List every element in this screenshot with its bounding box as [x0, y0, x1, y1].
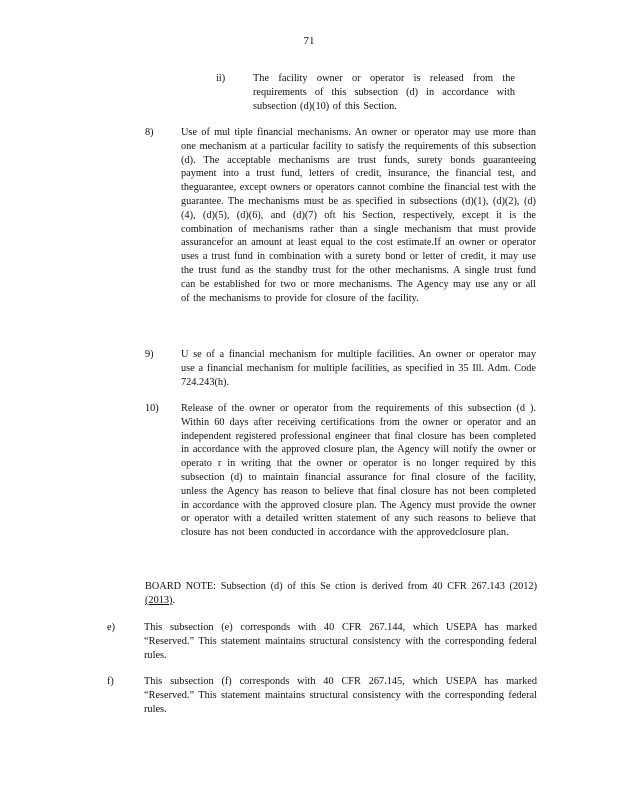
- subsection-9: [145, 348, 537, 389]
- board-note-end: .: [172, 594, 176, 606]
- subsection-ii-label: ii): [216, 73, 226, 84]
- board-note-text: BOARD NOTE: Subsection (d) of this Se ction is derived from 40 CFR 267.143 (2012): [145, 581, 537, 592]
- subsection-e-label: e): [107, 622, 115, 633]
- subsection-10-text: Release of the owner or operator from the requirements of this subsection (d ). Within 60 days after receiving certifications from the owner or operator and an independent registered professional engineer that final closure has been completed in accordance with the approved closure plan, the Agency will notify the owner or operato r in writing that the owner or operator is no longer required by this subsection (d) to maintain financial assurance for final closure of the facility, unless the Agency has reason to believe that final closure has not been completed in accordance with the approved closure plan. The Agency must provide the owner or operator with a detailed written statement of any such reasons to believe that closure has not been conducted in accordance with the approvedclosure plan.: [181, 403, 536, 539]
- board-note-inserted: (2013): [145, 594, 173, 606]
- subsection-10-label: 10): [145, 403, 159, 414]
- subsection-9-text: U se of a financial mechanism for multiple facilities. An owner or operator may use a financial mechanism for multiple facilities, as specified in 35 Ill. Adm. Code 724.243(h).: [181, 349, 536, 388]
- subsection-10: [145, 402, 537, 540]
- subsection-8-text: Use of mul tiple financial mechanisms. An owner or operator may use more than one mechanism at a particular facility to satisfy the requirements of this subsection (d). The acceptable mechanisms are trust funds, surety bonds guaranteeing payment into a trust fund, letters of credit, insurance, the financial test, and theguarantee, except owners or operators cannot combine the financial test with the guarantee. The mechanisms must be as specified in subsections (d)(1), (d)(2), (d)(4), (d)(5), (d)(6), and (d)(7) oft his Section, respectively, except it is the combination of mechanisms rather than a single mechanism that must provide assurancefor an amount at least equal to the cost estimate.If an owner or operator uses a trust fund in combination with a surety bond or letter of credit, it may use the trust fund as the standby trust for the other mechanisms. A single trust fund can be established for two or more mechanisms. The Agency may use any or all of the mechanisms to provide for closure of the facility.: [181, 127, 536, 304]
- subsection-ii-text: The facility owner or operator is released from the requirements of this subsection (d) in accordance with subsection (d)(10) of this Section.: [253, 73, 515, 112]
- subsection-f: [107, 675, 537, 716]
- board-note: [145, 580, 537, 608]
- subsection-8: [145, 126, 537, 305]
- subsection-f-text: This subsection (f) corresponds with 40 CFR 267.145, which USEPA has marked “Reserved.” This statement maintains structural consistency with the corresponding federal rules.: [144, 676, 537, 715]
- subsection-e-text: This subsection (e) corresponds with 40 CFR 267.144, which USEPA has marked “Reserved.” This statement maintains structural consistency with the corresponding federal rules.: [144, 622, 537, 661]
- subsection-8-label: 8): [145, 127, 154, 138]
- page-number: 71: [303, 35, 315, 47]
- subsection-9-label: 9): [145, 349, 154, 360]
- subsection-e: [107, 621, 537, 662]
- subsection-f-label: f): [107, 676, 114, 687]
- subsection-ii: [216, 72, 516, 113]
